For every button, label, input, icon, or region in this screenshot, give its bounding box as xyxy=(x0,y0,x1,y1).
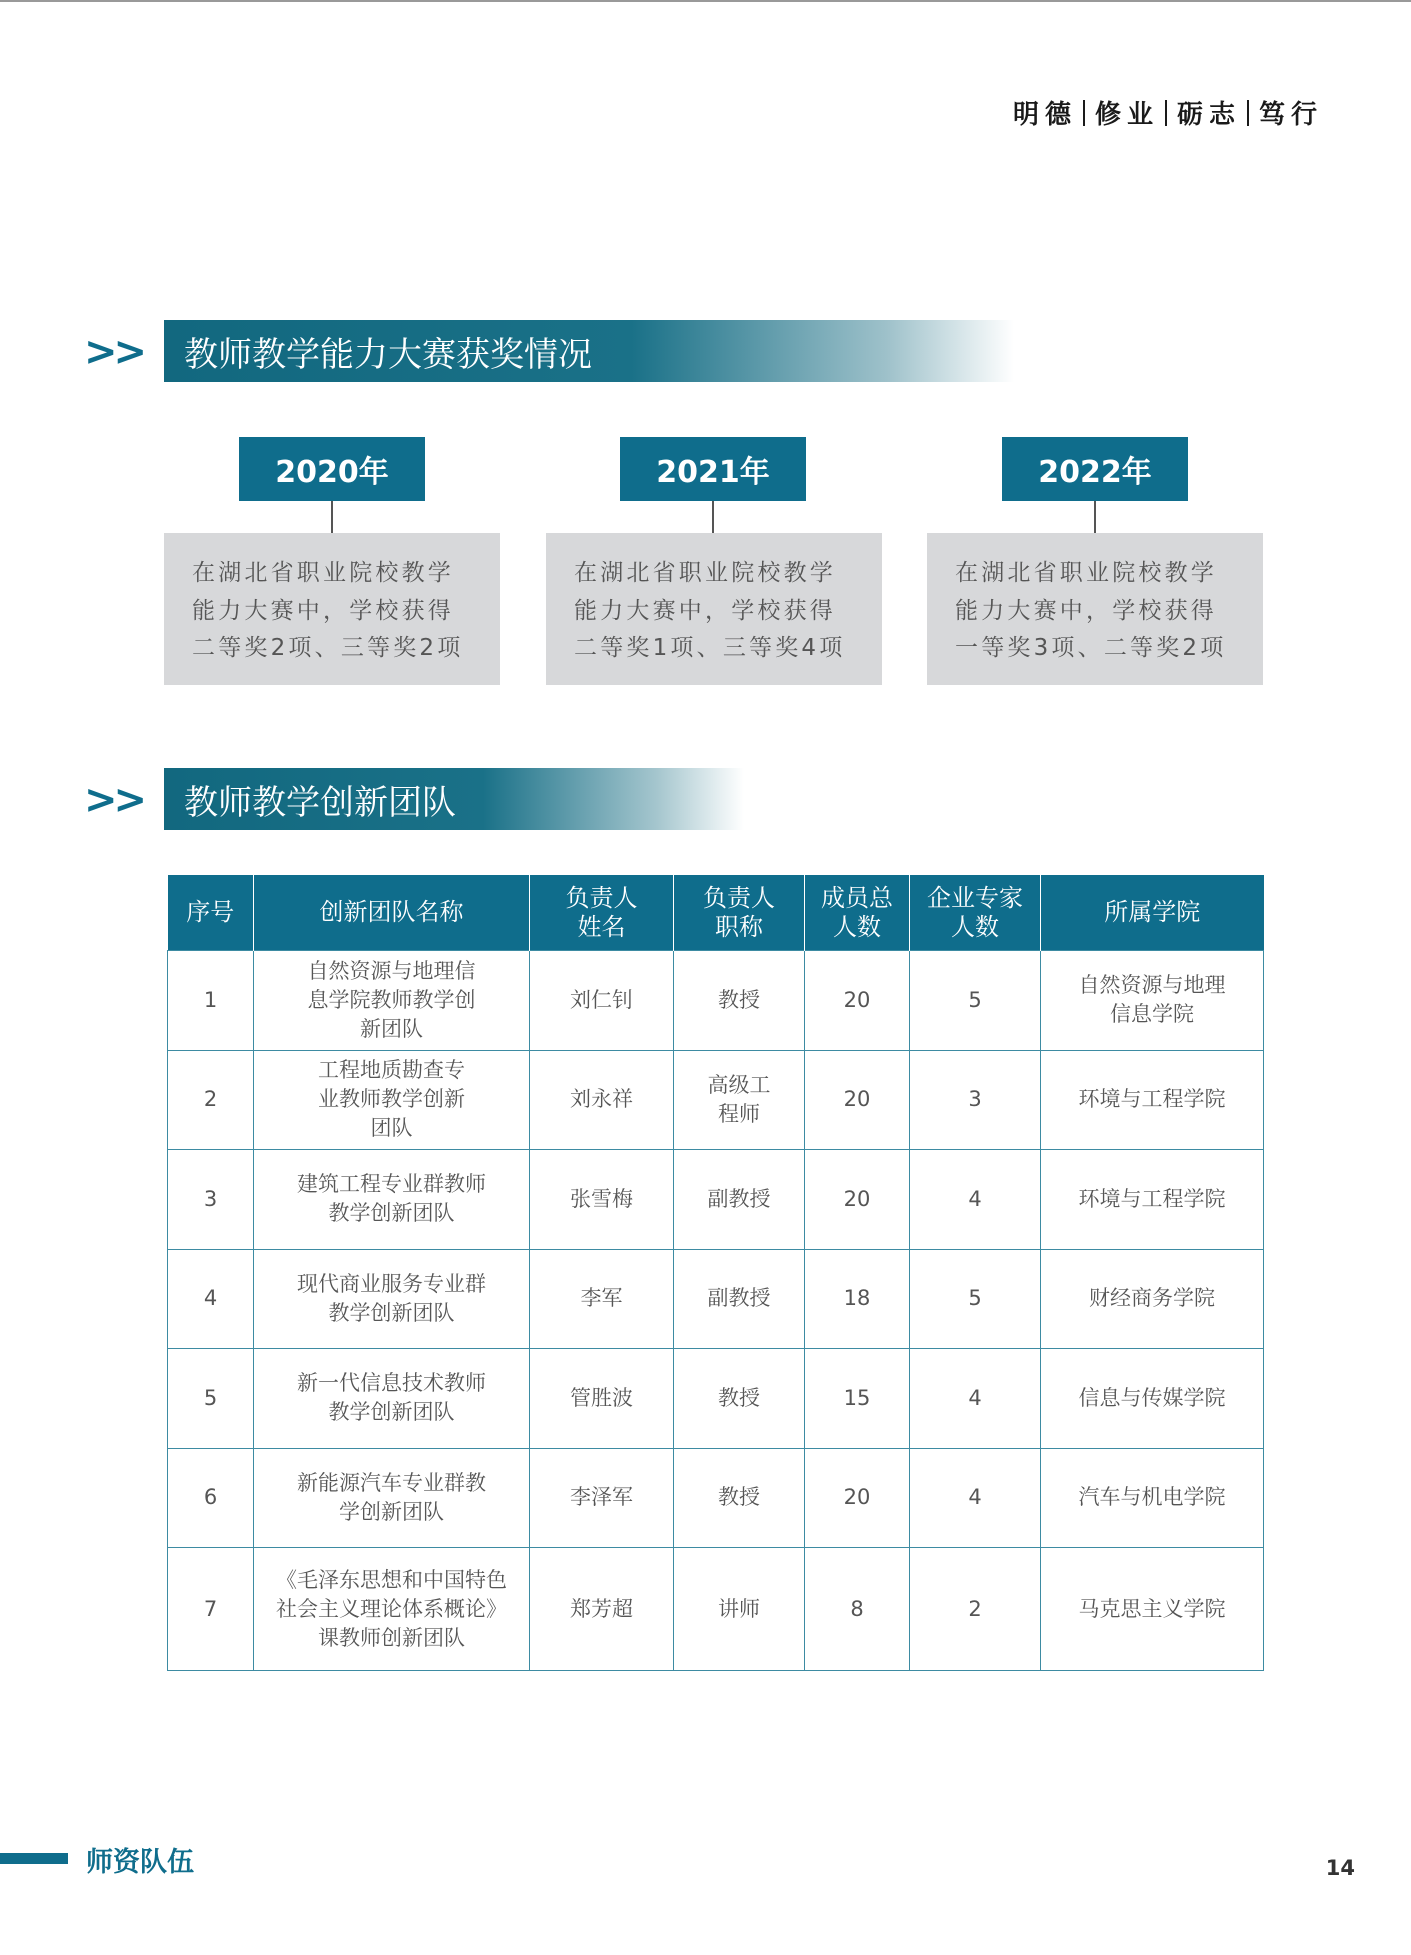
header-cell: 负责人职称 xyxy=(674,875,805,951)
footer-accent-bar xyxy=(0,1853,68,1864)
cell-experts: 2 xyxy=(910,1548,1041,1671)
cell-leader: 郑芳超 xyxy=(530,1548,674,1671)
cell-team-name: 建筑工程专业群教师教学创新团队 xyxy=(254,1150,530,1250)
cell-leader: 李军 xyxy=(530,1249,674,1349)
cell-index: 4 xyxy=(168,1249,254,1349)
section-arrow-icon: >> xyxy=(84,777,144,823)
cell-experts: 4 xyxy=(910,1349,1041,1449)
top-rule xyxy=(0,0,1411,2)
motto-separator xyxy=(1247,100,1249,126)
award-summary-2021: 在湖北省职业院校教学能力大赛中，学校获得二等奖1项、三等奖4项 xyxy=(546,533,882,685)
cell-members: 20 xyxy=(805,1150,910,1250)
cell-index: 6 xyxy=(168,1448,254,1548)
cell-title: 副教授 xyxy=(674,1150,805,1250)
cell-college: 汽车与机电学院 xyxy=(1041,1448,1264,1548)
year-tag-2021: 2021年 xyxy=(620,437,806,501)
cell-title: 高级工程师 xyxy=(674,1050,805,1150)
cell-leader: 刘仁钊 xyxy=(530,951,674,1051)
cell-leader: 李泽军 xyxy=(530,1448,674,1548)
connector-line xyxy=(331,501,333,533)
cell-title: 教授 xyxy=(674,951,805,1051)
cell-index: 7 xyxy=(168,1548,254,1671)
motto-word: 笃行 xyxy=(1258,100,1323,130)
cell-team-name: 自然资源与地理信息学院教师教学创新团队 xyxy=(254,951,530,1051)
motto-word: 明德 xyxy=(1012,100,1077,130)
cell-college: 财经商务学院 xyxy=(1041,1249,1264,1349)
year-tag-2020: 2020年 xyxy=(239,437,425,501)
motto-separator xyxy=(1083,100,1085,126)
cell-leader: 张雪梅 xyxy=(530,1150,674,1250)
page-number: 14 xyxy=(1325,1856,1355,1880)
table-row xyxy=(168,1050,1264,1150)
header-cell: 负责人姓名 xyxy=(530,875,674,951)
cell-members: 8 xyxy=(805,1548,910,1671)
cell-college: 环境与工程学院 xyxy=(1041,1050,1264,1150)
cell-members: 20 xyxy=(805,1050,910,1150)
cell-college: 环境与工程学院 xyxy=(1041,1150,1264,1250)
cell-members: 18 xyxy=(805,1249,910,1349)
cell-college: 信息与传媒学院 xyxy=(1041,1349,1264,1449)
connector-line xyxy=(712,501,714,533)
motto-word: 修业 xyxy=(1094,100,1159,130)
section-arrow-icon: >> xyxy=(84,329,144,375)
cell-members: 15 xyxy=(805,1349,910,1449)
cell-team-name: 《毛泽东思想和中国特色社会主义理论体系概论》课教师创新团队 xyxy=(254,1548,530,1671)
table-row xyxy=(168,1249,1264,1349)
section-title-awards: 教师教学能力大赛获奖情况 xyxy=(164,320,1014,382)
cell-experts: 5 xyxy=(910,1249,1041,1349)
table-row xyxy=(168,951,1264,1051)
school-motto xyxy=(1013,94,1323,131)
cell-team-name: 现代商业服务专业群教学创新团队 xyxy=(254,1249,530,1349)
cell-members: 20 xyxy=(805,1448,910,1548)
innovation-teams-table xyxy=(167,875,1264,1671)
header-cell: 序号 xyxy=(168,875,254,951)
table-header-row xyxy=(168,875,1264,951)
table-row xyxy=(168,1349,1264,1449)
cell-experts: 3 xyxy=(910,1050,1041,1150)
header-cell: 所属学院 xyxy=(1041,875,1264,951)
cell-index: 1 xyxy=(168,951,254,1051)
table-row xyxy=(168,1150,1264,1250)
table-row xyxy=(168,1548,1264,1671)
cell-team-name: 新一代信息技术教师教学创新团队 xyxy=(254,1349,530,1449)
cell-team-name: 新能源汽车专业群教学创新团队 xyxy=(254,1448,530,1548)
cell-leader: 管胜波 xyxy=(530,1349,674,1449)
footer-section-title: 师资队伍 xyxy=(86,1847,194,1878)
header-cell: 企业专家人数 xyxy=(910,875,1041,951)
cell-team-name: 工程地质勘查专业教师教学创新团队 xyxy=(254,1050,530,1150)
cell-index: 3 xyxy=(168,1150,254,1250)
motto-separator xyxy=(1165,100,1167,126)
section-title-teams: 教师教学创新团队 xyxy=(164,768,744,830)
cell-title: 教授 xyxy=(674,1349,805,1449)
table-row xyxy=(168,1448,1264,1548)
cell-experts: 4 xyxy=(910,1150,1041,1250)
cell-experts: 5 xyxy=(910,951,1041,1051)
cell-members: 20 xyxy=(805,951,910,1051)
cell-index: 2 xyxy=(168,1050,254,1150)
motto-word: 砺志 xyxy=(1176,100,1241,130)
connector-line xyxy=(1094,501,1096,533)
cell-index: 5 xyxy=(168,1349,254,1449)
cell-title: 讲师 xyxy=(674,1548,805,1671)
cell-title: 副教授 xyxy=(674,1249,805,1349)
year-tag-2022: 2022年 xyxy=(1002,437,1188,501)
award-summary-2022: 在湖北省职业院校教学能力大赛中，学校获得一等奖3项、二等奖2项 xyxy=(927,533,1263,685)
cell-college: 自然资源与地理信息学院 xyxy=(1041,951,1264,1051)
cell-leader: 刘永祥 xyxy=(530,1050,674,1150)
award-summary-2020: 在湖北省职业院校教学能力大赛中，学校获得二等奖2项、三等奖2项 xyxy=(164,533,500,685)
cell-college: 马克思主义学院 xyxy=(1041,1548,1264,1671)
cell-experts: 4 xyxy=(910,1448,1041,1548)
header-cell: 成员总人数 xyxy=(805,875,910,951)
cell-title: 教授 xyxy=(674,1448,805,1548)
header-cell: 创新团队名称 xyxy=(254,875,530,951)
